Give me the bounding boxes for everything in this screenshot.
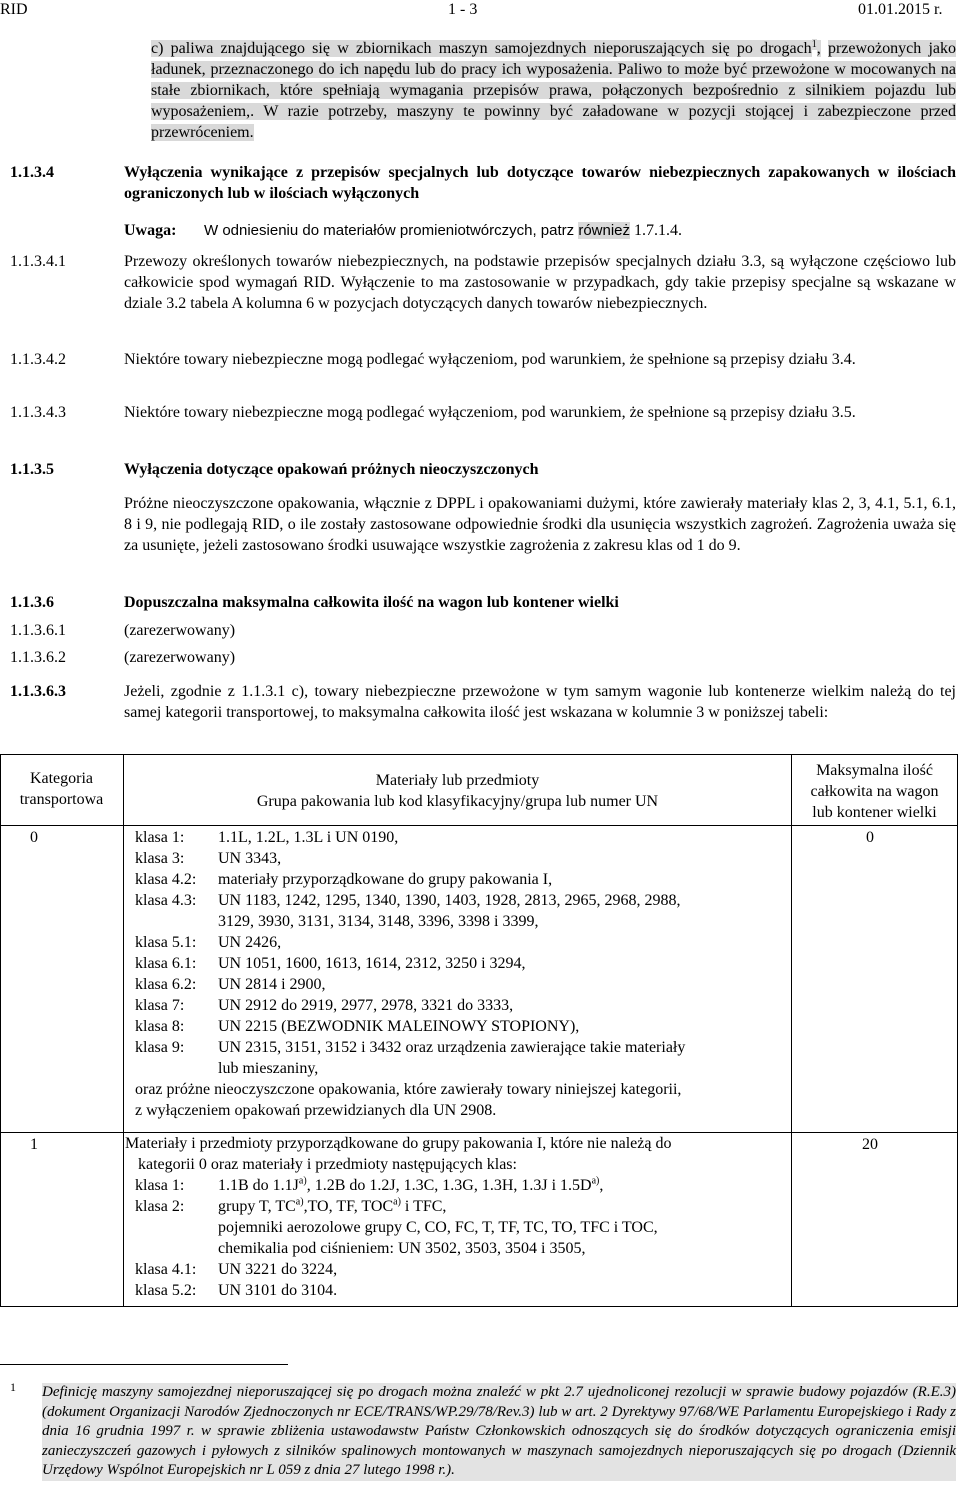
section-number: 1.1.3.4.3 bbox=[10, 404, 66, 421]
table-cell-classes: klasa 1: 1.1B do $1.1J^{a)}$, 1.2B do 1.2J, 1.3C, 1.3G, 1.3H, 1.3J i $1.5D^{a)}$, klasa 2: grupy T, TC$^{a)}$,TO, TF, TOC$^{a)}$ i TFC, pojemniki aerozolowe grupy C, CO, FC, T, TF, TC, TO, TFC i TOC, chemikalia pod ciśnieniem: UN 3502, 3503, 3504 i 3505, klasa 4.1: UN 3221 do 3224, klasa 5.2: UN 3101 do 3104. bbox=[135, 1175, 658, 1299]
header-left: RID bbox=[0, 1, 28, 18]
section-number: 1.1.3.6 bbox=[10, 594, 54, 611]
table-cell-materials: Materiały i przedmioty przyporządkowane do grupy pakowania I, które nie należą do kategorii 0 oraz materiały i przedmioty następujących klas: bbox=[125, 1135, 672, 1173]
section-text: Jeżeli, zgodnie z 1.1.3.1 c), towary niebezpieczne przewożone w tym samym wagonie lub kontenerze wielkim należą do tej samej kategorii transportowej, to maksymalna całkowita ilość jest wskazana w kolumnie 3 w poniższej tabeli: bbox=[124, 683, 956, 721]
table-col-divider bbox=[791, 754, 792, 1307]
footnote-separator bbox=[0, 1364, 288, 1365]
footnote-ref[interactable]: 1 bbox=[811, 38, 817, 50]
footnote-number: 1 bbox=[10, 1380, 16, 1394]
section-text: (zarezerwowany) bbox=[124, 622, 236, 639]
footnote-text: Definicję maszyny samojezdnej nieporuszającej się po drogach można znaleźć w pkt 2.7 ujednoliconej rezolucji w sprawie budowy pojazdów (R.E.3) (dokument Organizacji Narodów Zjednoczonych nr ECE/TRANS/WP.29/78/Rev.3) lub w art. 2 Dyrektywy 97/68/WE Parlamentu Europejskiego i Rady z dnia 16 grudnia 1997 r. w sprawie zbliżenia ustawodawstw Państw Członkowskich odnoszących się do środków dotyczących ograniczenia emisji zanieczyszczeń gazowych i pyłowych z silników spalinowych montowanych w maszynach samojezdnych nieporuszających się po drogach (Dziennik Urzędowy Wspólnot Europejskich nr L 059 z dnia 27 lutego 1998 r.). bbox=[42, 1383, 956, 1481]
section-text: Niektóre towary niebezpieczne mogą podlegać wyłączeniom, pod warunkiem, że spełnione są przepisy działu 3.5. bbox=[124, 404, 856, 421]
table-cell-category: 0 bbox=[30, 829, 38, 846]
note-text: W odniesieniu do materiałów promieniotwórczych, patrz również 1.7.1.4. bbox=[204, 222, 683, 239]
section-number: 1.1.3.4.2 bbox=[10, 351, 66, 368]
section-title: Dopuszczalna maksymalna całkowita ilość na wagon lub kontener wielki bbox=[124, 594, 619, 611]
table-cell-category: 1 bbox=[30, 1136, 38, 1153]
section-number: 1.1.3.6.1 bbox=[10, 622, 66, 639]
section-number: 1.1.3.4 bbox=[10, 164, 54, 181]
section-number: 1.1.3.5 bbox=[10, 461, 54, 478]
table-col-divider bbox=[123, 754, 124, 1307]
table-cell-max: 0 bbox=[866, 829, 874, 846]
section-number: 1.1.3.4.1 bbox=[10, 253, 66, 270]
table-header-divider bbox=[0, 825, 958, 826]
section-text: Przewozy określonych towarów niebezpiecznych, na podstawie przepisów specjalnych działu 3.3, są wyłączone częściowo lub całkowicie spod wymagań RID. Wyłączenie to ma zastosowanie w przypadkach, gdy takie przepisy specjalne są wskazane w dziale 3.2 tabela A kolumna 6 w pozycjach dotyczących danych towarów niebezpiecznych. bbox=[124, 253, 956, 312]
table-header-max-quantity: Maksymalna ilość całkowita na wagon lub kontener wielki bbox=[810, 762, 939, 821]
section-text: Niektóre towary niebezpieczne mogą podlegać wyłączeniom, pod warunkiem, że spełnione są przepisy działu 3.4. bbox=[124, 351, 856, 368]
table-cell-max: 20 bbox=[862, 1136, 878, 1153]
note-label: Uwaga: bbox=[124, 222, 177, 239]
note-highlight: również bbox=[578, 222, 631, 239]
section-title: Wyłączenia wynikające z przepisów specjalnych lub dotyczące towarów niebezpiecznych zapakowanych w ilościach ograniczonych lub w ilościach wyłączonych bbox=[124, 164, 956, 202]
table-border-bottom bbox=[0, 1306, 958, 1307]
section-text: (zarezerwowany) bbox=[124, 649, 236, 666]
section-title: Wyłączenia dotyczące opakowań próżnych nieoczyszczonych bbox=[124, 461, 539, 478]
table-cell-materials: klasa 1: 1.1L, 1.2L, 1.3L i UN 0190, klasa 3: UN 3343, klasa 4.2: materiały przyporządkowane do grupy pakowania I, klasa 4.3: UN 1183, 1242, 1295, 1340, 1390, 1403, 1928, 2813, 2965, 2968, 2988, 3129, 3930, 3131, 3134, 3148, 3396, 3398 i 3399, klasa 5.1: UN 2426, klasa 6.1: UN 1051, 1600, 1613, 1614, 2312, 3250 i 3294, klasa 6.2: UN 2814 i 2900, klasa 7: UN 2912 do 2919, 2977, 2978, 3321 do 3333, klasa 8: UN 2215 (BEZWODNIK MALEINOWY STOPIONY), klasa 9: UN 2315, 3151, 3152 i 3432 oraz urządzenia zawierające takie materiały lub mieszaniny, oraz próżne nieoczyszczone opakowania, które zawierały towary niniejszej kategorii, z wyłączeniem opakowań przewidzianych dla UN 2908. bbox=[135, 829, 686, 1119]
section-number: 1.1.3.6.3 bbox=[10, 683, 66, 700]
intro-rest: przewożonych jako ładunek, przeznaczonego do ich napędu lub do pracy ich wyposażenia. Paliwo to może być przewożone w mocowanych na stałe zbiornikach, które spełniają wymagania przepisów prawa, połączonych bezpośrednio z silnikiem pojazdu lub wyposażeniem,. W razie potrzeby, maszyny te powinny być załadowane w pozycji stojącej i zabezpieczone przed przewróceniem. bbox=[151, 40, 957, 141]
table-border-left bbox=[0, 754, 1, 1307]
intro-line1: c) paliwa znajdującego się w zbiornikach maszyn samojezdnych nieporuszających się po drogach bbox=[151, 40, 812, 57]
intro-item-c: c) paliwa znajdującego się w zbiornikach maszyn samojezdnych nieporuszających się po drogach$^1$, przewożonych jako ładunek, przeznaczonego do ich napędu lub do pracy ich wyposażenia. Paliwo to może być przewożone w mocowanych na stałe zbiornikach, które spełniają wymagania przepisów prawa, połączonych bezpośrednio z silnikiem pojazdu lub wyposażeniem,. W razie potrzeby, maszyny te powinny być załadowane w pozycji stojącej i zabezpieczone przed przewróceniem. bbox=[151, 38, 957, 141]
table-header-materials: Materiały lub przedmioty Grupa pakowania lub kod klasyfikacyjny/grupa lub numer UN bbox=[256, 772, 659, 810]
section-text: Próżne nieoczyszczone opakowania, włącznie z DPPL i opakowaniami dużymi, które zawierały materiały klas 2, 3, 4.1, 5.1, 6.1, 8 i 9, nie podlegają RID, o ile zostały zastosowane odpowiednie środki dla usunięcia wszystkich zagrożeń. Zagrożenia uważa się za usunięte, jeżeli zastosowano środki usuwające wszystkie zagrożenia z zakresu klas od 1 do 9. bbox=[124, 495, 956, 554]
header-page-number: 1 - 3 bbox=[448, 1, 478, 18]
table-border-right bbox=[957, 754, 958, 1307]
header-date: 01.01.2015 r. bbox=[858, 1, 943, 18]
section-number: 1.1.3.6.2 bbox=[10, 649, 66, 666]
table-border-top bbox=[0, 754, 958, 755]
table-header-category: Kategoria transportowa bbox=[19, 770, 104, 808]
